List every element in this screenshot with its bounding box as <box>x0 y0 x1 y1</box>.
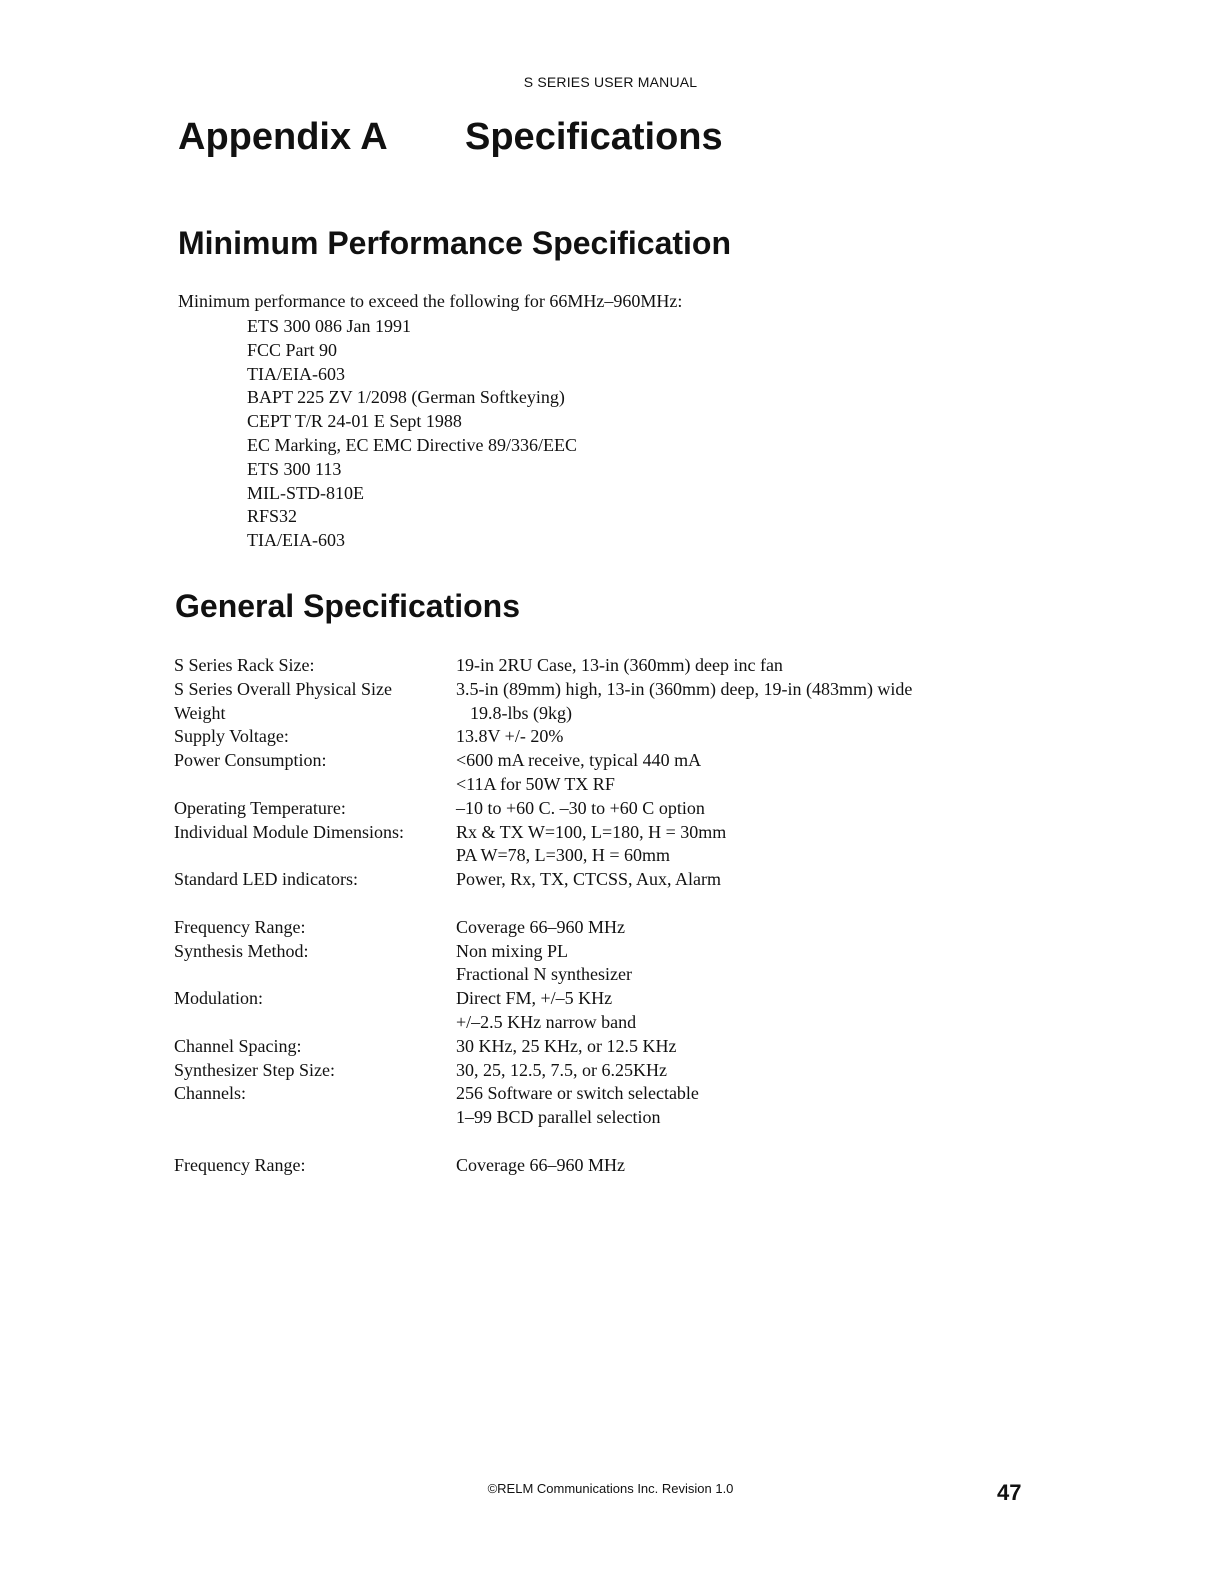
spec-row <box>174 940 912 964</box>
spec-label: Standard LED indicators: <box>174 869 358 890</box>
spec-label: Individual Module Dimensions: <box>174 821 404 842</box>
spec-label <box>174 1011 456 1035</box>
spec-row <box>174 702 912 726</box>
spec-row <box>174 678 912 702</box>
spec-value: PA W=78, L=300, H = 60mm <box>456 845 670 866</box>
standard-item: BAPT 225 ZV 1/2098 (German Softkeying) <box>247 387 565 408</box>
spec-row <box>174 821 912 845</box>
spec-value: 19-in 2RU Case, 13-in (360mm) deep inc fan <box>456 655 783 675</box>
spec-row <box>174 1082 912 1106</box>
spec-row <box>174 844 912 868</box>
spec-value: Fractional N synthesizer <box>456 964 632 985</box>
spacer-row <box>174 892 912 916</box>
standard-item: ETS 300 113 <box>247 458 342 479</box>
spec-value: Coverage 66–960 MHz <box>456 916 625 937</box>
standard-item: TIA/EIA-603 <box>247 363 345 384</box>
spec-row <box>174 654 912 678</box>
spec-label: S Series Rack Size: <box>174 655 315 675</box>
spec-row <box>174 963 912 987</box>
spec-label <box>174 963 456 987</box>
spec-label: Synthesis Method: <box>174 940 309 961</box>
spec-value: 19.8-lbs (9kg) <box>470 702 572 723</box>
spec-row <box>174 1154 912 1178</box>
spec-row <box>174 1106 912 1130</box>
spec-value: –10 to +60 C. –30 to +60 C option <box>456 797 705 818</box>
spec-value: 30, 25, 12.5, 7.5, or 6.25KHz <box>456 1059 667 1080</box>
appendix-label: Appendix A <box>178 116 388 158</box>
spec-value: Coverage 66–960 MHz <box>456 1154 625 1175</box>
spec-value: 256 Software or switch selectable <box>456 1083 699 1104</box>
spec-label: Modulation: <box>174 988 263 1009</box>
spec-row <box>174 797 912 821</box>
spec-label: S Series Overall Physical Size <box>174 678 392 699</box>
standard-item: TIA/EIA-603 <box>247 530 345 551</box>
spec-row <box>174 1011 912 1035</box>
minimum-performance-intro: Minimum performance to exceed the following for 66MHz–960MHz: <box>178 291 683 311</box>
spec-label <box>174 844 456 868</box>
spec-row <box>174 773 912 797</box>
spec-label: Synthesizer Step Size: <box>174 1059 335 1080</box>
spec-label: Operating Temperature: <box>174 797 346 818</box>
spec-value: Power, Rx, TX, CTCSS, Aux, Alarm <box>456 869 721 890</box>
standards-list <box>247 315 577 553</box>
standard-item: ETS 300 086 Jan 1991 <box>247 316 411 336</box>
spec-row <box>174 725 912 749</box>
spec-label: Supply Voltage: <box>174 726 289 747</box>
standard-item: CEPT T/R 24-01 E Sept 1988 <box>247 411 462 432</box>
spec-label: Channel Spacing: <box>174 1035 302 1056</box>
spec-value: 30 KHz, 25 KHz, or 12.5 KHz <box>456 1035 677 1056</box>
spec-value: Non mixing PL <box>456 940 569 961</box>
spec-value: <11A for 50W TX RF <box>456 773 615 794</box>
spec-value: 1–99 BCD parallel selection <box>456 1107 661 1128</box>
standard-item: MIL-STD-810E <box>247 482 364 503</box>
standard-item: RFS32 <box>247 506 298 527</box>
spec-label: Frequency Range: <box>174 1154 306 1175</box>
general-specifications-table <box>174 654 912 1178</box>
spec-value: 3.5-in (89mm) high, 13-in (360mm) deep, 19-in (483mm) wide <box>456 678 913 699</box>
appendix-name: Specifications <box>465 116 723 158</box>
running-header: S SERIES USER MANUAL <box>523 74 698 90</box>
spec-value: Direct FM, +/–5 KHz <box>456 988 613 1009</box>
spacer-row <box>174 1130 912 1154</box>
spec-label: Weight <box>174 702 226 723</box>
spec-label <box>174 1106 456 1130</box>
spec-row <box>174 749 912 773</box>
standard-item: EC Marking, EC EMC Directive 89/336/EEC <box>247 434 577 455</box>
spec-row <box>174 1035 912 1059</box>
spec-label <box>174 773 456 797</box>
page-title <box>178 116 723 159</box>
spec-row <box>174 1059 912 1083</box>
footer-copyright: ©RELM Communications Inc. Revision 1.0 <box>487 1481 734 1496</box>
standard-item: FCC Part 90 <box>247 339 338 360</box>
spec-label: Frequency Range: <box>174 916 306 937</box>
spec-value: Rx & TX W=100, L=180, H = 30mm <box>456 821 727 842</box>
general-specifications-heading: General Specifications <box>175 588 521 624</box>
spec-row <box>174 916 912 940</box>
spec-row <box>174 987 912 1011</box>
spec-value: 13.8V +/- 20% <box>456 726 564 747</box>
spec-label: Power Consumption: <box>174 750 327 771</box>
page-number: 47 <box>997 1480 1022 1505</box>
spec-value: <600 mA receive, typical 440 mA <box>456 750 702 771</box>
spec-row <box>174 868 912 892</box>
spec-value: +/–2.5 KHz narrow band <box>456 1011 637 1032</box>
spec-label: Channels: <box>174 1083 246 1104</box>
minimum-performance-heading: Minimum Performance Specification <box>178 225 732 261</box>
